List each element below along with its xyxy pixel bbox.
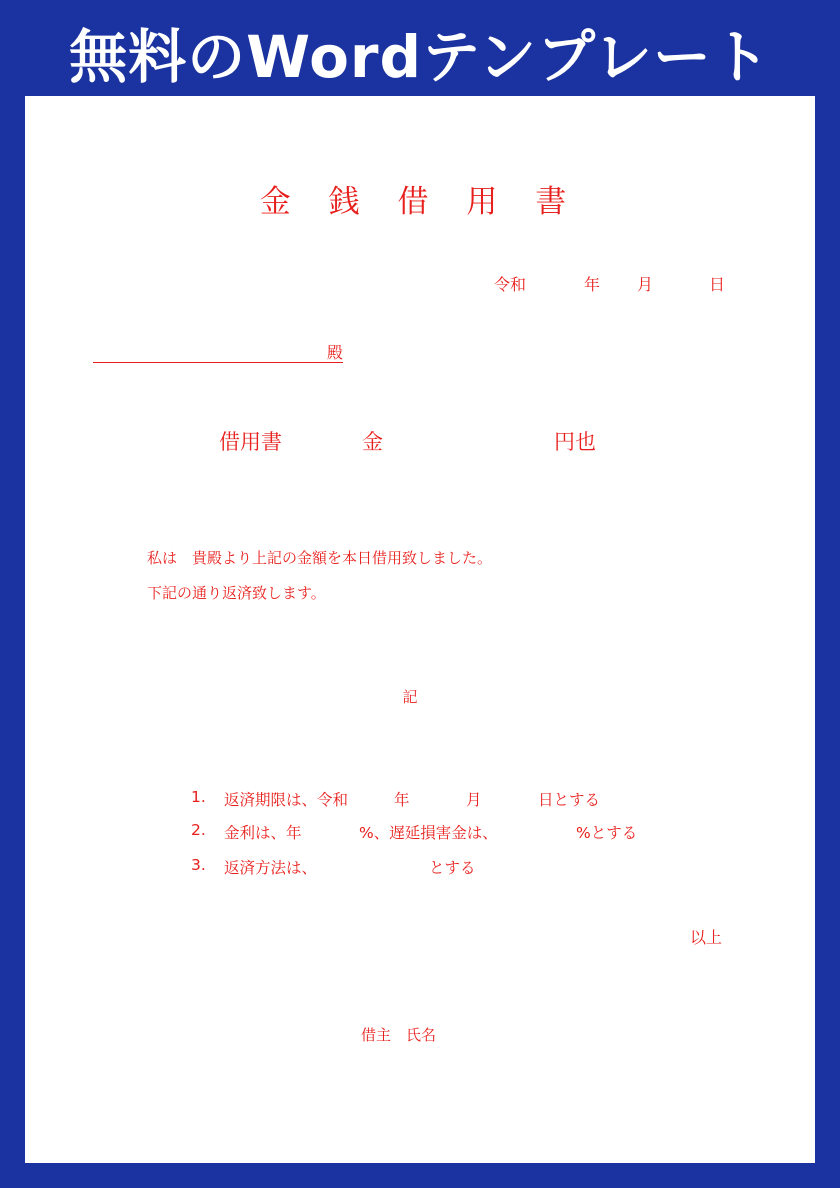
item-1-text: 返済期限は、令和: [224, 791, 349, 809]
amount-kanji: 金: [362, 430, 383, 454]
item-3-text: 返済方法は、: [224, 859, 318, 877]
banner-title: 無料のWordテンプレート: [69, 23, 771, 91]
item-2-text: 金利は、年: [224, 824, 302, 842]
item-1-day: 日とする: [538, 791, 601, 809]
item-2-end: %とする: [576, 824, 638, 842]
date-era: 令和: [494, 275, 527, 294]
body-line-2: 下記の通り返済致します。: [147, 584, 326, 602]
item-1-month: 月: [466, 791, 482, 809]
addressee-line: [93, 340, 343, 363]
date-month: 月: [637, 275, 654, 294]
item-2-penalty: %、遅延損害金は、: [359, 824, 498, 842]
amount-suffix: 円也: [554, 430, 596, 454]
document-page: [25, 96, 815, 1163]
item-1-number: 1.: [191, 788, 206, 806]
item-2-number: 2.: [191, 821, 206, 839]
item-1-year: 年: [394, 791, 410, 809]
addressee-suffix: 殿: [326, 343, 343, 362]
body-line-1: 私は 貴殿より上記の金額を本日借用致しました。: [147, 549, 493, 567]
ki-heading: 記: [402, 688, 418, 706]
item-3-end: とする: [429, 859, 476, 877]
date-year: 年: [584, 275, 601, 294]
date-day: 日: [709, 275, 726, 294]
item-3-number: 3.: [191, 856, 206, 874]
amount-label: 借用書: [219, 430, 282, 454]
borrower-label: 借主 氏名: [361, 1026, 437, 1044]
document-title: 金 銭 借 用 書: [259, 184, 581, 220]
closing-ijo: 以上: [690, 928, 723, 947]
